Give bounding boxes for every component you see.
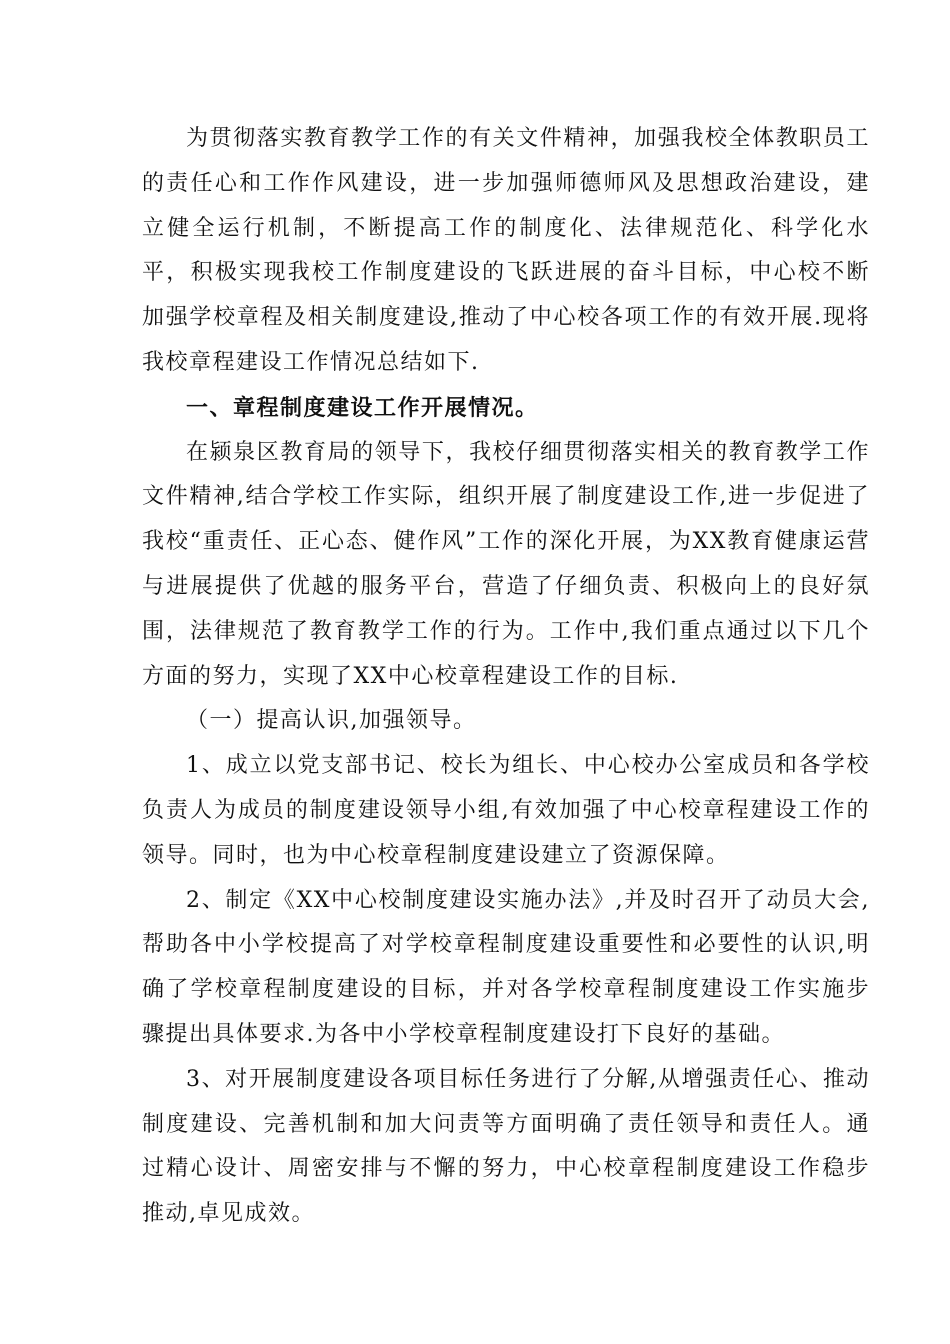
list-item-1: 1、成立以党支部书记、校长为组长、中心校办公室成员和各学校负责人为成员的制度建设领导小组,有效加强了中心校章程建设工作的领导。同时，也为中心校章程制度建设建立了资源保障。 [142, 753, 870, 868]
list-item-2: 2、制定《XX中心校制度建设实施办法》,并及时召开了动员大会,帮助各中小学校提高了对学校章程制度建设重要性和必要性的认识,明确了学校章程制度建设的目标，并对各学校章程制度建设工作实施步骤提出具体要求.为各中小学校章程制度建设打下良好的基础。 [142, 887, 870, 1047]
section-1-paragraph: 在颍泉区教育局的领导下，我校仔细贯彻落实相关的教育教学工作文件精神,结合学校工作实际，组织开展了制度建设工作,进一步促进了我校“重责任、正心态、健作风”工作的深化开展，为XX教育健康运营与进展提供了优越的服务平台，营造了仔细负责、积极向上的良好氛围，法律规范了教育教学工作的行为。工作中,我们重点通过以下几个方面的努力，实现了XX中心校章程建设工作的目标. [142, 439, 870, 689]
intro-paragraph: 为贯彻落实教育教学工作的有关文件精神，加强我校全体教职员工的责任心和工作作风建设，进一步加强师德师风及思想政治建设，建立健全运行机制，不断提高工作的制度化、法律规范化、科学化水平，积极实现我校工作制度建设的飞跃进展的奋斗目标，中心校不断加强学校章程及相关制度建设,推动了中心校各项工作的有效开展.现将我校章程建设工作情况总结如下. [142, 126, 870, 375]
document-body [142, 117, 870, 1237]
section-heading-1: 一、章程制度建设工作开展情况。 [186, 394, 539, 421]
subsection-heading-1: （一）提高认识,加强领导。 [186, 708, 477, 734]
list-item-3: 3、对开展制度建设各项目标任务进行了分解,从增强责任心、推动制度建设、完善机制和加大问责等方面明确了责任领导和责任人。通过精心设计、周密安排与不懈的努力，中心校章程制度建设工作稳步推动,卓见成效。 [142, 1066, 870, 1227]
